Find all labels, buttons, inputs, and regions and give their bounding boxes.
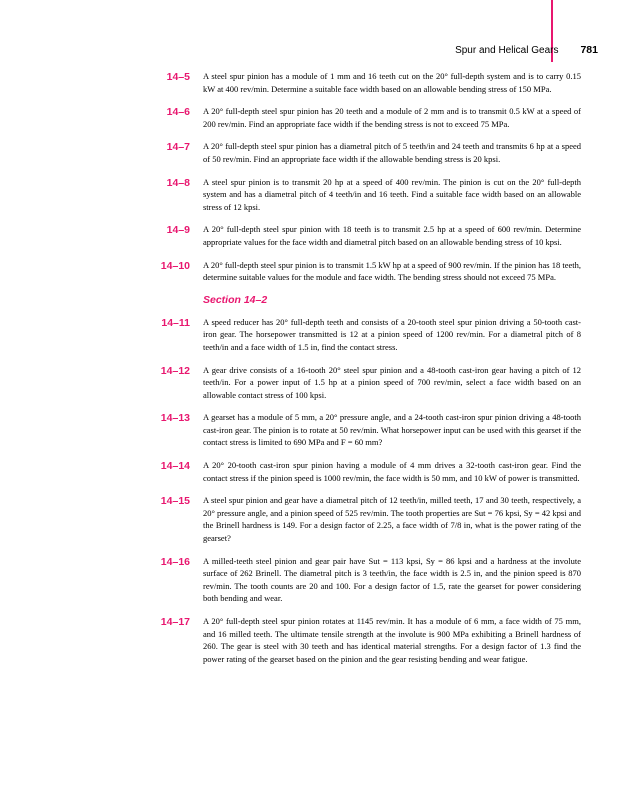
problem-text: A steel spur pinion is to transmit 20 hp at a speed of 400 rev/min. The pinion is cut on the 20° full-depth system and has a diametral pitch of 4 teeth/in and 16 teeth. Find a suitable face width based on an allowable stress of 12 kpsi. — [203, 176, 581, 212]
problem-item — [0, 459, 626, 484]
running-header — [455, 44, 598, 56]
problems-group-2 — [0, 316, 626, 666]
problem-text: A steel spur pinion has a module of 1 mm and 16 teeth cut on the 20° full-depth system and is to carry 0.15 kW at 400 rev/min. Determine a suitable face width based on an allowable bending stress of 150 MPa. — [203, 71, 581, 94]
problem-text: A 20° full-depth steel spur pinion with 18 teeth is to transmit 2.5 hp at a speed of 600 rev/min. Determine appropriate values for the face width and diametral pitch based on an allowable bending stress of 10 kpsi. — [203, 224, 581, 247]
problem-item — [0, 411, 626, 449]
problem-item — [0, 364, 626, 402]
problem-text: A 20° full-depth steel spur pinion rotates at 1145 rev/min. It has a module of 6 mm, a face width of 75 mm, and 16 milled teeth. The ultimate tensile strength at the involute is 900 MPa exhibiting a Brinell hardness of 260. The gear is steel with 30 teeth and has identical material strengths. For a design factor of 1.3 find the power rating of the gearset based on the pinion and the gear resisting bending and wear fatigue. — [203, 616, 581, 664]
problem-text: A steel spur pinion and gear have a diametral pitch of 12 teeth/in, milled teeth, 17 and 30 teeth, respectively, a 20° pressure angle, and a pinion speed of 525 rev/min. The tooth properties are Sut = 76 kpsi, Sy = 42 kpsi and the Brinell hardness is 149. For a design factor of 2.25, a face width of 7/8 in, what is the power rating of the gearset? — [203, 495, 581, 544]
problem-item — [0, 176, 626, 214]
problem-text: A 20° full-depth steel spur pinion has a diametral pitch of 5 teeth/in and 24 teeth and transmits 6 hp at a speed of 50 rev/min. Find an appropriate face width if the allowable bending stress is 20 kpsi. — [203, 141, 581, 164]
problem-number: 14–8 — [166, 176, 190, 189]
problem-text: A speed reducer has 20° full-depth teeth and consists of a 20-tooth steel spur pinion driving a 50-tooth cast-iron gear. The horsepower transmitted is 12 at a pinion speed of 1200 rev/min. For a diametral pitch of 8 teeth/in and a face width of 1.5 in, find the contact stress. — [203, 316, 581, 352]
problem-text: A 20° full-depth steel spur pinion has 20 teeth and a module of 2 mm and is to transmit 0.5 kW at a speed of 200 rev/min. Find an appropriate face width if the bending stress is not to exceed 75 MPa. — [203, 106, 581, 129]
problem-number: 14–12 — [160, 364, 190, 377]
problem-text: A gearset has a module of 5 mm, a 20° pressure angle, and a 24-tooth cast-iron spur pinion driving a 48-tooth cast-iron gear. The pinion is to rotate at 50 rev/min. What horsepower input can be used with this gearset if the contact stress is limited to 690 MPa and F = 60 mm? — [203, 412, 581, 448]
problems-group-1 — [0, 70, 626, 284]
problem-item — [0, 105, 626, 130]
problem-number: 14–15 — [160, 495, 190, 508]
problem-text: A 20° full-depth steel spur pinion is to transmit 1.5 kW hp at a speed of 900 rev/min. If the pinion has 18 teeth, determine suitable values for the module and face width. The bending stress should not exceed 75 MPa. — [203, 259, 581, 283]
problem-text: A milled-teeth steel pinion and gear pair have Sut = 113 kpsi, Sy = 86 kpsi and a hardness at the involute surface of 262 Brinell. The diametral pitch is 3 teeth/in, the face width is 2.5 in, and the pinion speed is 870 rev/min. The tooth counts are 20 and 100. For a design factor of 1.5, rate the gearset for power considering both bending and wear. — [203, 555, 581, 604]
problem-number: 14–7 — [166, 141, 190, 154]
problem-number: 14–13 — [160, 412, 190, 425]
chapter-title: Spur and Helical Gears — [455, 45, 559, 56]
problem-item — [0, 615, 626, 665]
problem-text: A gear drive consists of a 16-tooth 20° steel spur pinion and a 48-tooth cast-iron gear having a pitch of 12 teeth/in. For a power input of 1.5 hp at a pinion speed of 700 rev/min, select a face width based on an allowable contact stress of 100 kpsi. — [203, 364, 581, 400]
problem-number: 14–16 — [160, 555, 190, 568]
problem-item — [0, 140, 626, 165]
problem-item — [0, 70, 626, 95]
problem-text: A 20° 20-tooth cast-iron spur pinion having a module of 4 mm drives a 32-tooth cast-iron gear. Find the contact stress if the pinion speed is 1000 rev/min, the face width is 50 mm, and 10 kW of power is transmitted. — [203, 460, 581, 483]
problem-list — [0, 70, 626, 675]
problem-number: 14–14 — [160, 460, 190, 473]
section-heading: Section 14–2 — [203, 293, 268, 306]
problem-item — [0, 494, 626, 544]
problem-number: 14–11 — [161, 316, 190, 329]
problem-number: 14–10 — [160, 259, 190, 272]
problem-item — [0, 223, 626, 248]
problem-number: 14–5 — [166, 71, 190, 83]
problem-item — [0, 316, 626, 354]
problem-number: 14–6 — [166, 106, 190, 119]
problem-item — [0, 555, 626, 605]
problem-item — [0, 259, 626, 284]
problem-number: 14–9 — [166, 224, 190, 237]
problem-number: 14–17 — [160, 616, 190, 628]
page-number: 781 — [580, 44, 598, 56]
